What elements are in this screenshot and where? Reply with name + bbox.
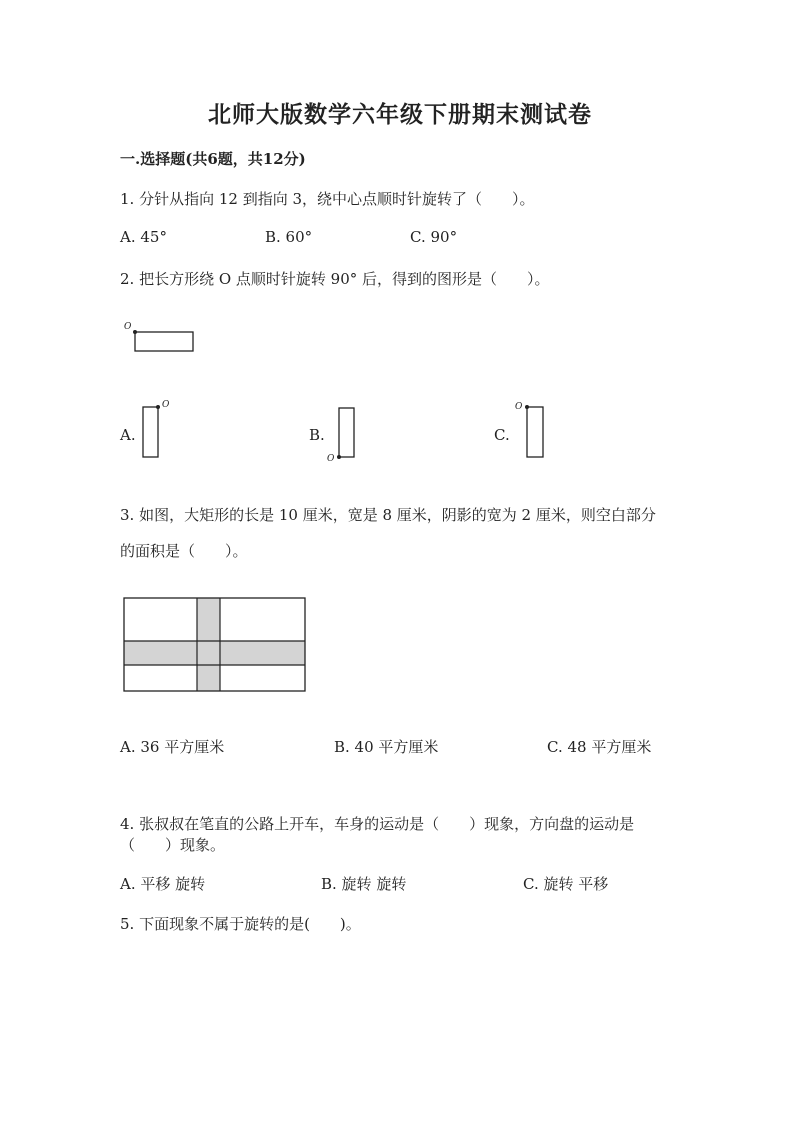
page-title: 北师大版数学六年级下册期末测试卷 xyxy=(208,101,592,128)
question-2-option-b: B. xyxy=(309,426,325,444)
rectangle-shape xyxy=(143,407,158,457)
question-4-text-line-2: （ ）现象。 xyxy=(120,836,226,854)
question-2-option-a: A. xyxy=(120,426,136,444)
question-1-text: 1. 分针从指向 12 到指向 3，绕中心点顺时针旋转了（ ）。 xyxy=(120,190,535,208)
point-o-dot xyxy=(337,455,341,459)
question-2-text: 2. 把长方形绕 O 点顺时针旋转 90° 后，得到的图形是（ ）。 xyxy=(120,270,550,288)
shaded-rectangle-figure xyxy=(120,594,310,694)
question-2-option-c: C. xyxy=(494,426,510,444)
point-o-label: O xyxy=(327,454,335,464)
question-3-text-line-2: 的面积是（ ）。 xyxy=(120,542,248,560)
rectangle-shape xyxy=(135,332,193,351)
question-3-option-b: B. 40 平方厘米 xyxy=(334,738,439,756)
point-o-label: O xyxy=(515,402,523,412)
question-1-option-a: A. 45° xyxy=(120,228,167,246)
question-5-text: 5. 下面现象不属于旋转的是( )。 xyxy=(120,915,361,933)
rectangle-shape xyxy=(527,407,543,457)
question-4-text-line-1: 4. 张叔叔在笔直的公路上开车，车身的运动是（ ）现象，方向盘的运动是 xyxy=(120,815,635,833)
point-o-label: O xyxy=(124,322,132,332)
question-3-option-c: C. 48 平方厘米 xyxy=(547,738,652,756)
question-1-option-b: B. 60° xyxy=(265,228,313,246)
question-4-option-b: B. 旋转 旋转 xyxy=(321,875,407,893)
option-b-figure xyxy=(325,400,365,465)
shaded-horizontal-strip xyxy=(124,641,305,665)
point-o-label: O xyxy=(162,400,170,410)
original-rectangle-figure xyxy=(120,320,200,355)
question-4-option-a: A. 平移 旋转 xyxy=(120,875,206,893)
section-heading: 一.选择题(共6题，共12分) xyxy=(120,150,306,168)
option-a-figure xyxy=(135,397,175,462)
question-3-option-a: A. 36 平方厘米 xyxy=(120,738,225,756)
rectangle-shape xyxy=(339,408,354,457)
option-c-figure xyxy=(512,397,552,462)
question-1-option-c: C. 90° xyxy=(410,228,458,246)
question-3-text-line-1: 3. 如图，大矩形的长是 10 厘米，宽是 8 厘米，阴影的宽为 2 厘米，则空白部分 xyxy=(120,506,656,524)
question-4-option-c: C. 旋转 平移 xyxy=(523,875,609,893)
